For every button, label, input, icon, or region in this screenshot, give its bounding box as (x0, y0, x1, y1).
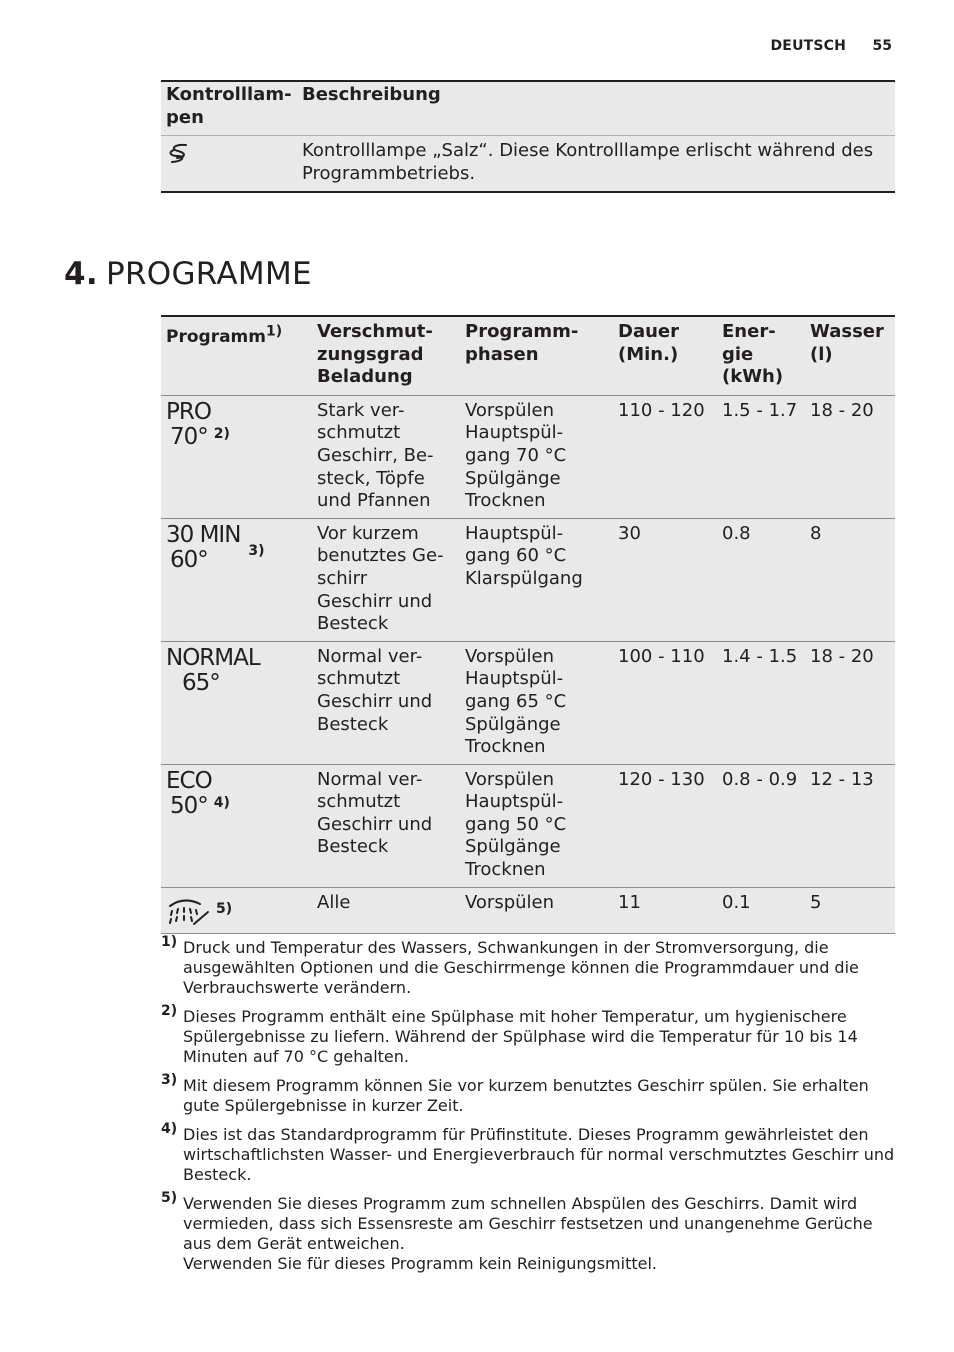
footnote-mark: 5) (161, 1190, 178, 1206)
page-number: 55 (872, 38, 892, 54)
phases-cell: Vorspülen Hauptspül- gang 65 °C Spülgänge Trocknen (460, 641, 613, 764)
duration-cell: 11 (613, 887, 717, 933)
energy-col-header (717, 316, 805, 395)
footnote-text (179, 938, 895, 998)
program-col-footnote-ref: 1) (265, 323, 283, 340)
program-name-cell (161, 641, 312, 764)
program-temp: 65° (182, 669, 220, 696)
program-label-pro (166, 400, 230, 450)
program-table (161, 315, 895, 934)
program-temp: 60° (170, 546, 208, 573)
program-temp: 70° (170, 423, 208, 450)
header-language: DEUTSCH (770, 38, 847, 54)
page-header (770, 38, 892, 54)
footnote-line: aus dem Gerät entweichen. (183, 1234, 405, 1253)
phases-cell: Vorspülen (460, 887, 613, 933)
program-name: ECO (166, 767, 212, 794)
duration-cell: 110 - 120 (613, 395, 717, 518)
footnote-text (179, 1125, 895, 1185)
soil-col-header-text: Verschmut- zungsgrad Beladung (317, 321, 433, 388)
program-footnote-ref: 2) (213, 426, 230, 443)
soil-cell: Normal ver- schmutzt Geschirr und Besteck (312, 764, 460, 887)
energy-cell: 0.1 (717, 887, 805, 933)
program-col-header-text: Programm (166, 327, 266, 347)
footnote-line: wirtschaftlichsten Wasser- und Energieverbrauch für normal verschmutztes Geschirr und (183, 1145, 895, 1164)
footnote-line: vermieden, dass sich Essensreste am Geschirr festsetzen und unangenehme Gerüche (183, 1214, 873, 1233)
program-name: PRO (166, 398, 211, 425)
duration-cell: 120 - 130 (613, 764, 717, 887)
footnote-line: Verwenden Sie für dieses Programm kein Reinigungsmittel. (183, 1254, 657, 1273)
footnote-4 (161, 1121, 895, 1185)
footnote-line: Besteck. (183, 1165, 252, 1184)
table-row (161, 518, 895, 641)
lamp-icon-cell (161, 136, 297, 193)
soil-cell: Normal ver- schmutzt Geschirr und Besteck (312, 641, 460, 764)
program-label-normal (166, 646, 260, 696)
energy-col-header-text: Ener- gie (kWh) (722, 321, 784, 388)
program-name: 30 MIN (166, 521, 241, 548)
program-name: NORMAL (166, 644, 260, 671)
water-cell: 12 - 13 (805, 764, 895, 887)
program-label-eco (166, 769, 230, 819)
phases-cell: Vorspülen Hauptspül- gang 50 °C Spülgänge Trocknen (460, 764, 613, 887)
footnote-line: Dieses Programm enthält eine Spülphase mit hoher Temperatur, um hygienischere (183, 1007, 847, 1026)
table-row (161, 764, 895, 887)
footnote-line: Spülergebnisse zu liefern. Während der Spülphase wird die Temperatur für 10 bis 14 (183, 1027, 858, 1046)
lamp-col-header (161, 81, 297, 136)
program-footnote-ref: 5) (216, 900, 233, 917)
footnote-line: Druck und Temperatur des Wassers, Schwankungen in der Stromversorgung, die (183, 938, 829, 957)
program-col-header (161, 316, 312, 395)
phases-cell: Hauptspül- gang 60 °C Klarspülgang (460, 518, 613, 641)
soil-col-header (312, 316, 460, 395)
program-name-cell (161, 518, 312, 641)
program-name-cell (161, 395, 312, 518)
energy-cell: 0.8 (717, 518, 805, 641)
water-col-header-text: Wasser (l) (810, 321, 884, 365)
program-footnote-ref: 4) (213, 795, 230, 812)
duration-cell: 30 (613, 518, 717, 641)
water-cell: 5 (805, 887, 895, 933)
lamp-description: Kontrolllampe „Salz“. Diese Kontrolllampe erlischt während des Programmbetriebs. (297, 136, 895, 193)
footnote-line: Minuten auf 70 °C gehalten. (183, 1047, 409, 1066)
footnote-2 (161, 1003, 895, 1067)
duration-col-header-text: Dauer (Min.) (618, 321, 679, 365)
duration-col-header (613, 316, 717, 395)
water-cell: 18 - 20 (805, 395, 895, 518)
phases-col-header (460, 316, 613, 395)
prewash-icon (166, 894, 214, 928)
footnote-text (179, 1007, 895, 1067)
footnotes (161, 934, 895, 1283)
phases-col-header-text: Programm- phasen (465, 321, 579, 365)
footnote-1 (161, 934, 895, 998)
salt-icon (166, 140, 192, 166)
water-col-header (805, 316, 895, 395)
table-row (161, 136, 895, 193)
table-row (161, 395, 895, 518)
program-name-cell (161, 887, 312, 933)
lamp-table-header-row (161, 81, 895, 136)
soil-cell: Stark ver- schmutzt Geschirr, Be- steck, Töpfe und Pfannen (312, 395, 460, 518)
footnote-line: Verbrauchswerte verändern. (183, 978, 412, 997)
soil-cell: Alle (312, 887, 460, 933)
water-cell: 8 (805, 518, 895, 641)
footnote-mark: 4) (161, 1121, 178, 1137)
footnote-line: ausgewählten Optionen und die Geschirrmenge können die Programmdauer und die (183, 958, 859, 977)
description-col-header-text: Beschreibung (302, 84, 441, 105)
footnote-line: Verwenden Sie dieses Programm zum schnellen Abspülen des Geschirrs. Damit wird (183, 1194, 858, 1213)
footnote-text (179, 1194, 895, 1274)
program-label-30min (166, 523, 263, 573)
table-row (161, 641, 895, 764)
energy-cell: 0.8 - 0.9 (717, 764, 805, 887)
program-temp: 50° (170, 792, 208, 819)
section-number: 4. (64, 256, 98, 292)
footnote-mark: 2) (161, 1003, 178, 1019)
table-row (161, 887, 895, 933)
phases-cell: Vorspülen Hauptspül- gang 70 °C Spülgänge Trocknen (460, 395, 613, 518)
program-footnote-ref: 3) (248, 543, 265, 560)
water-cell: 18 - 20 (805, 641, 895, 764)
footnote-mark: 1) (161, 934, 178, 950)
energy-cell: 1.4 - 1.5 (717, 641, 805, 764)
footnote-line: Mit diesem Programm können Sie vor kurzem benutztes Geschirr spülen. Sie erhalten (183, 1076, 869, 1095)
lamp-col-header-text: Kontrolllam- pen (166, 84, 292, 128)
energy-cell: 1.5 - 1.7 (717, 395, 805, 518)
footnote-text (179, 1076, 895, 1116)
soil-cell: Vor kurzem benutztes Ge- schirr Geschirr und Besteck (312, 518, 460, 641)
program-name-cell (161, 764, 312, 887)
program-table-header-row (161, 316, 895, 395)
section-title-text: PROGRAMME (105, 256, 312, 292)
footnote-mark: 3) (161, 1072, 178, 1088)
footnote-5 (161, 1190, 895, 1274)
footnote-line: gute Spülergebnisse in kurzer Zeit. (183, 1096, 464, 1115)
footnote-line: Dies ist das Standardprogramm für Prüfinstitute. Dieses Programm gewährleistet den (183, 1125, 869, 1144)
indicator-lamp-table (161, 80, 895, 193)
duration-cell: 100 - 110 (613, 641, 717, 764)
description-col-header (297, 81, 895, 136)
section-title (64, 256, 312, 292)
footnote-3 (161, 1072, 895, 1116)
